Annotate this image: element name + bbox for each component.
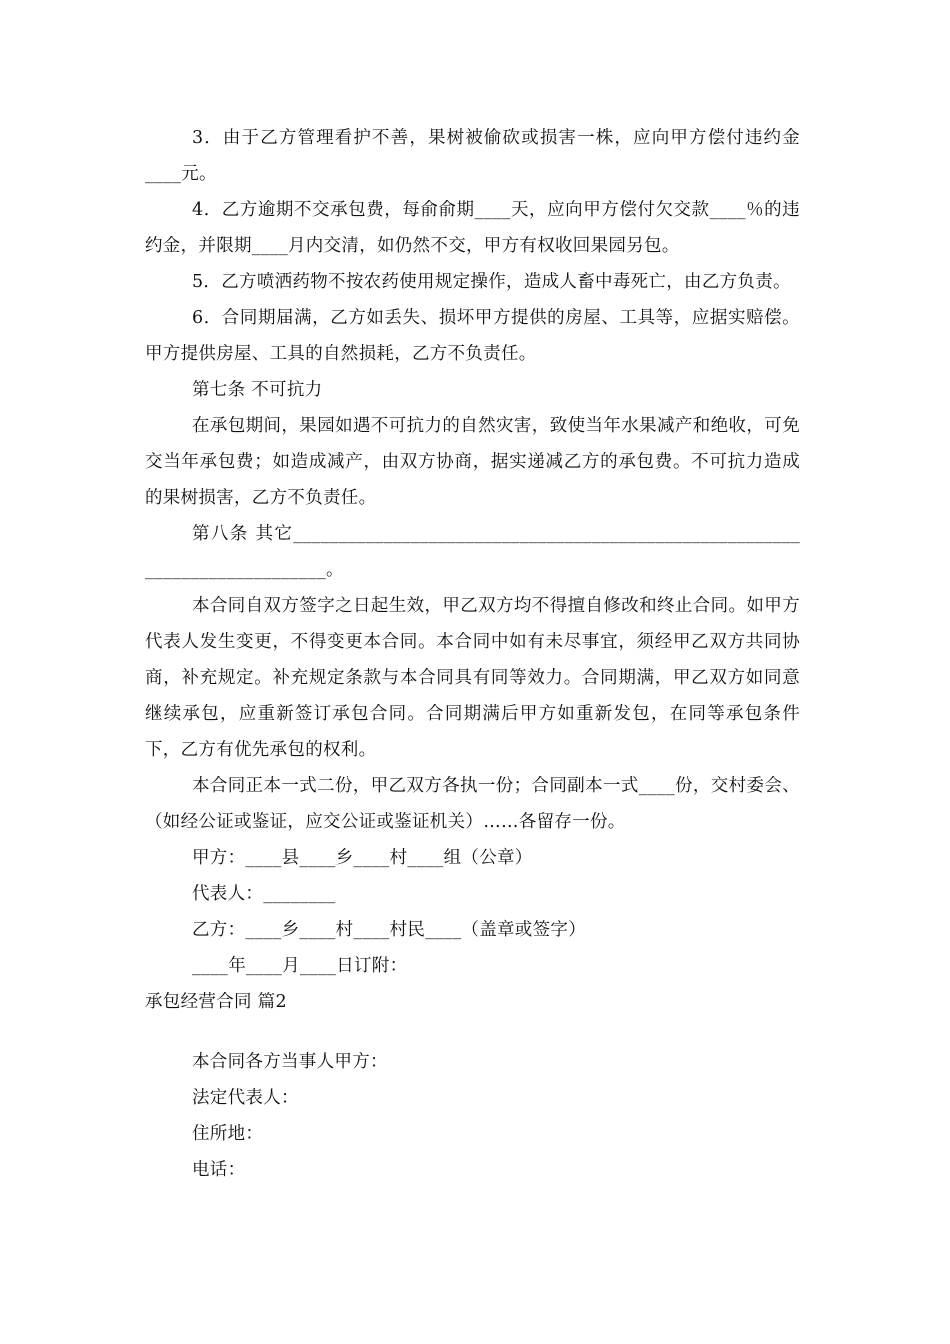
article-7-body: 在承包期间，果园如遇不可抗力的自然灾害，致使当年水果减产和绝收，可免交当年承包费；如造成减产，由双方协商，据实递减乙方的承包费。不可抗力造成的果树损害，乙方不负责任。: [145, 416, 800, 508]
spacer: [145, 1020, 800, 1044]
clause-4: 4．乙方逾期不交承包费，每俞俞期____天，应向甲方偿付欠交款____％的违约金，并限期____月内交清，如仍然不交，甲方有权收回果园另包。: [145, 200, 800, 256]
article-8-title: 第八条 其它____________________________________________________________________________。: [145, 524, 800, 580]
clause-3: 3．由于乙方管理看护不善，果树被偷砍或损害一株，应向甲方偿付违约金____元。: [145, 128, 800, 184]
party-a-line: 甲方：____县____乡____村____组（公章）: [192, 848, 533, 868]
copies-paragraph: 本合同正本一式二份，甲乙双方各执一份；合同副本一式____份，交村委会、（如经公证或鉴证，应交公证或鉴证机关）……各留存一份。: [145, 776, 800, 832]
date-line: ____年____月____日订附：: [192, 956, 408, 976]
party-b-line: 乙方：____乡____村____村民____（盖章或签字）: [192, 920, 586, 940]
article-7-title: 第七条 不可抗力: [192, 380, 323, 400]
section-2-address: 住所地：: [192, 1124, 264, 1144]
section-2-legal-rep: 法定代表人：: [192, 1088, 299, 1108]
clause-6: 6．合同期届满，乙方如丢失、损坏甲方提供的房屋、工具等，应据实赔偿。甲方提供房屋、工具的自然损耗，乙方不负责任。: [145, 308, 800, 364]
clause-5: 5．乙方喷洒药物不按农药使用规定操作，造成人畜中毒死亡，由乙方负责。: [192, 272, 791, 292]
section-2-title: 承包经营合同 篇2: [145, 992, 287, 1012]
section-2-phone: 电话：: [192, 1160, 246, 1180]
document-page: [145, 120, 800, 1188]
section-2-party-a: 本合同各方当事人甲方：: [192, 1052, 388, 1072]
effectiveness-paragraph: 本合同自双方签字之日起生效，甲乙双方均不得擅自修改和终止合同。如甲方代表人发生变更，不得变更本合同。本合同中如有未尽事宜，须经甲乙双方共同协商，补充规定。补充规定条款与本合同具有同等效力。合同期满，甲乙双方如同意继续承包，应重新签订承包合同。合同期满后甲方如重新发包，在同等承包条件下，乙方有优先承包的权利。: [145, 596, 800, 760]
representative-line: 代表人：________: [192, 884, 336, 904]
